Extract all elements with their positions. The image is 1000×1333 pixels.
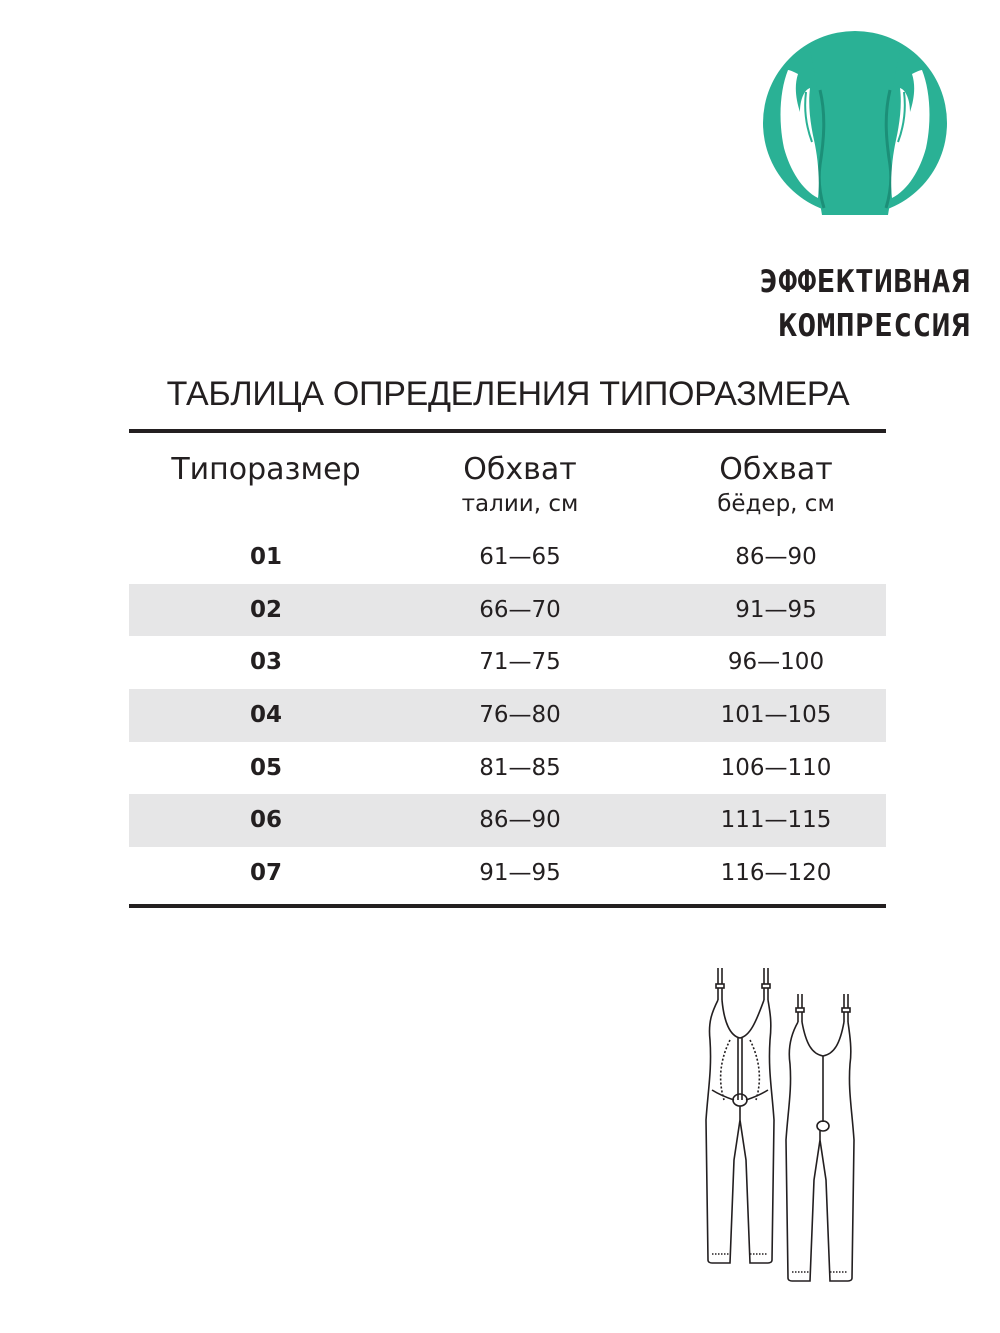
header-waist-label: Обхват (463, 452, 577, 487)
table-title: ТАБЛИЦА ОПРЕДЕЛЕНИЯ ТИПОРАЗМЕРА (166, 375, 850, 413)
size-cell: 03 (249, 649, 282, 676)
bodysuit-front-back-icon (690, 960, 870, 1294)
size-cell: 04 (249, 702, 282, 729)
table-header (129, 448, 886, 528)
header-waist-sublabel: талии, см (461, 491, 579, 517)
header-size (129, 448, 403, 492)
size-cell: 06 (249, 807, 282, 834)
logo-line-1: ЭФФЕКТИВНАЯ (759, 264, 970, 300)
table-body (129, 531, 886, 900)
waist-cell: 61—65 (479, 544, 561, 570)
waist-cell: 91—95 (479, 860, 561, 887)
compression-torso-icon (760, 30, 950, 220)
table-row (129, 689, 886, 742)
hips-cell: 111—115 (720, 807, 832, 834)
size-cell: 02 (249, 596, 282, 623)
waist-cell: 71—75 (479, 649, 561, 676)
waist-cell: 81—85 (479, 754, 561, 781)
table-row (129, 584, 886, 637)
header-hips-label: Обхват (719, 452, 833, 487)
table-row (129, 531, 886, 584)
hips-cell: 106—110 (720, 754, 832, 781)
header-hips-sublabel: бёдер, см (717, 491, 835, 517)
hips-cell: 101—105 (720, 702, 832, 729)
table-row (129, 636, 886, 689)
header-size-label: Типоразмер (171, 452, 361, 487)
header-waist (403, 448, 637, 516)
hips-cell: 86—90 (735, 544, 817, 570)
hips-cell: 91—95 (735, 596, 817, 623)
hips-cell: 116—120 (720, 860, 832, 887)
waist-cell: 66—70 (479, 596, 561, 623)
size-cell: 07 (249, 860, 282, 887)
size-cell: 01 (249, 544, 282, 570)
waist-cell: 76—80 (479, 702, 561, 729)
header-hips (659, 448, 893, 516)
table-top-rule (129, 429, 886, 433)
hips-cell: 96—100 (727, 649, 825, 676)
table-row (129, 847, 886, 900)
waist-cell: 86—90 (479, 807, 561, 834)
table-bottom-rule (129, 904, 886, 908)
size-cell: 05 (249, 754, 282, 781)
table-row (129, 794, 886, 847)
table-row (129, 742, 886, 795)
logo-line-2: КОМПРЕССИЯ (778, 308, 970, 344)
logo-text (740, 260, 970, 348)
